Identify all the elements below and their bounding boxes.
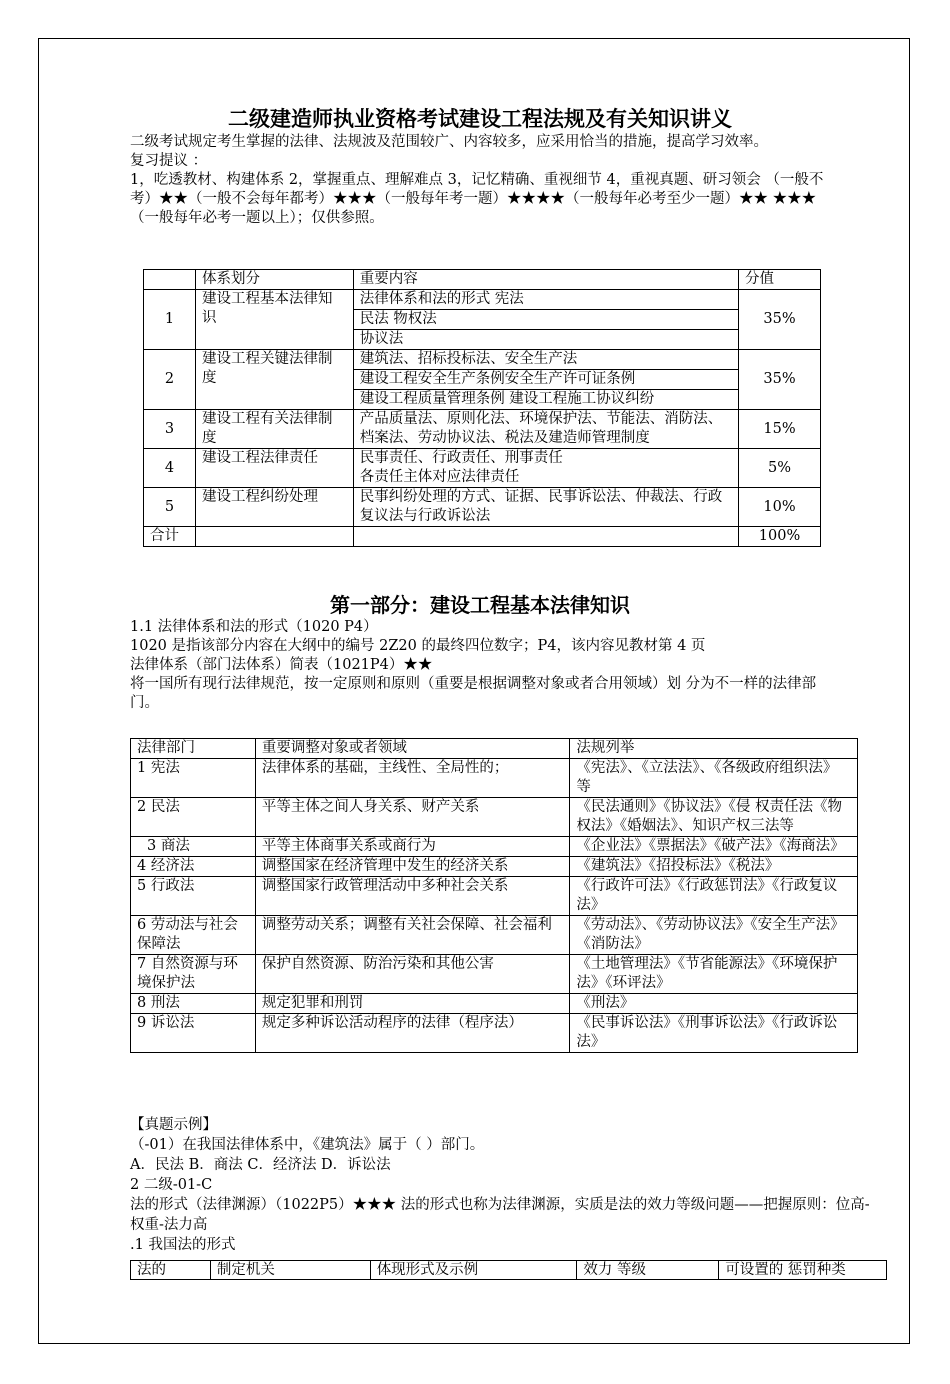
part1-section [130, 592, 830, 713]
table-header-cell: 可设置的 惩罚种类 [719, 1261, 887, 1280]
object-cell: 平等主体商事关系或商行为 [255, 837, 570, 857]
law-form-paragraph: 法的形式（法律渊源）（1022P5）★★★ 法的形式也称为法律渊源，实质是法的效力等级问题——把握原则：位高-权重-法力高 [130, 1197, 870, 1233]
table-header-cell: 效力 等级 [577, 1261, 719, 1280]
exam-answer: 2 二级-01-C [130, 1177, 213, 1193]
total-label: 合计 [144, 527, 196, 547]
table-row [131, 857, 858, 877]
content-item: 各责任主体对应法律责任 [359, 469, 520, 485]
department-cell: 5 行政法 [131, 877, 256, 916]
table-header-row [144, 270, 821, 290]
system-cell: 建设工程纠纷处理 [195, 488, 353, 527]
score-cell: 35% [739, 350, 821, 410]
table-row [144, 488, 821, 527]
table-row [144, 350, 821, 410]
table-header-row [131, 739, 858, 759]
content-item: 法律体系和法的形式 宪法 [354, 290, 738, 310]
score-cell: 5% [739, 449, 821, 488]
table-row [131, 837, 858, 857]
laws-cell: 《建筑法》《招投标法》《税法》 [570, 857, 858, 877]
laws-cell: 《刑法》 [570, 994, 858, 1014]
score-cell: 35% [739, 290, 821, 350]
intro-section [130, 105, 830, 228]
score-cell: 10% [739, 488, 821, 527]
content-cell [353, 449, 738, 488]
content-item: 民法 物权法 [354, 310, 738, 330]
department-cell: 9 诉讼法 [131, 1014, 256, 1053]
row-number: 2 [144, 350, 196, 410]
table-header-row [131, 1261, 887, 1280]
table-row [131, 759, 858, 798]
object-cell: 保护自然资源、防治污染和其他公害 [255, 955, 570, 994]
department-cell: 1 宪法 [131, 759, 256, 798]
law-form-table [130, 1260, 887, 1280]
exam-section [130, 1115, 870, 1255]
content-item: 建设工程安全生产条例安全生产许可证条例 [354, 370, 738, 390]
laws-cell: 《宪法》、《立法法》、《各级政府组织法》等 [570, 759, 858, 798]
row-number: 4 [144, 449, 196, 488]
exam-heading: 【真题示例】 [130, 1117, 217, 1133]
department-cell: 6 劳动法与社会保障法 [131, 916, 256, 955]
row-number: 3 [144, 410, 196, 449]
content-item: 协议法 [359, 331, 404, 347]
part1-heading: 第一部分：建设工程基本法律知识 [330, 593, 630, 617]
table-row [131, 994, 858, 1014]
table-row [144, 290, 821, 350]
intro-paragraph: 二级考试规定考生掌握的法律、法规波及范围较广、内容较多，应采用恰当的措施，提高学习效率。 [130, 134, 768, 150]
table-header-cell [144, 270, 196, 290]
laws-cell: 《民法通则》《协议法》《侵 权责任法《物权法》《婚姻法》、知识产权三法等 [570, 798, 858, 837]
table-header-cell: 重要内容 [353, 270, 738, 290]
part1-line: 1.1 法律体系和法的形式（1020 P4） [130, 619, 378, 635]
laws-cell: 《民事诉讼法》《刑事诉讼法》《行政诉讼法》 [570, 1014, 858, 1053]
exam-options: A．民法 B．商法 C．经济法 D．诉讼法 [130, 1157, 391, 1173]
object-cell: 调整劳动关系；调整有关社会保障、社会福利 [255, 916, 570, 955]
laws-cell: 《行政许可法》《行政惩罚法》《行政复议法》 [570, 877, 858, 916]
table-row [131, 955, 858, 994]
content-cell [353, 350, 738, 410]
table-header-cell: 重要调整对象或者领域 [255, 739, 570, 759]
department-cell: 7 自然资源与环境保护法 [131, 955, 256, 994]
review-heading: 复习提议 ： [130, 153, 208, 169]
review-paragraph: 1，吃透教材、构建体系 2，掌握重点、理解难点 3，记忆精确、重视细节 4，重视真题、研习领会 （一般不考）★★（一般不会每年都考）★★★（一般每年考一题）★★★★（一般每年必考至少一题）★★ ★★★（一般每年必考一题以上）；仅供参照。 [130, 172, 824, 226]
table-row [131, 916, 858, 955]
table-row [131, 798, 858, 837]
laws-cell: 《土地管理法》《节省能源法》《环境保护法》《环评法》 [570, 955, 858, 994]
department-cell: 2 民法 [131, 798, 256, 837]
department-cell: 8 刑法 [131, 994, 256, 1014]
content-item: 建筑法、招标投标法、安全生产法 [354, 350, 738, 370]
object-cell: 平等主体之间人身关系、财产关系 [255, 798, 570, 837]
total-score: 100% [739, 527, 821, 547]
table-header-cell: 法规列举 [570, 739, 858, 759]
table-row [131, 1014, 858, 1053]
department-cell: 3 商法 [131, 837, 256, 857]
content-item: 建设工程质量管理条例 建设工程施工协议纠纷 [359, 391, 655, 407]
laws-cell: 《企业法》《票据法》《破产法》《海商法》 [570, 837, 858, 857]
object-cell: 调整国家在经济管理中发生的经济关系 [255, 857, 570, 877]
content-cell [353, 290, 738, 350]
object-cell: 规定犯罪和刑罚 [255, 994, 570, 1014]
law-department-table [130, 738, 858, 1053]
row-number: 1 [144, 290, 196, 350]
system-score-table [143, 269, 821, 547]
system-cell: 建设工程法律责任 [195, 449, 353, 488]
table-row [144, 410, 821, 449]
content-cell: 产品质量法、原则化法、环境保护法、节能法、消防法、档案法、劳动协议法、税法及建造师管理制度 [353, 410, 738, 449]
row-number: 5 [144, 488, 196, 527]
part1-line: 法律体系（部门法体系）简表（1021P4）★★ [130, 657, 433, 673]
part1-line: 1020 是指该部分内容在大纲中的编号 2Z20 的最终四位数字；P4，该内容见教材第 4 页 [130, 638, 706, 654]
table-header-cell: 制定机关 [210, 1261, 370, 1280]
system-cell: 建设工程有关法律制度 [195, 410, 353, 449]
object-cell: 法律体系的基础，主线性、全局性的； [255, 759, 570, 798]
score-cell: 15% [739, 410, 821, 449]
table-header-cell: 体现形式及示例 [370, 1261, 577, 1280]
content-item: 民事责任、行政责任、刑事责任 [359, 450, 563, 466]
table-header-cell: 分值 [739, 270, 821, 290]
table-row [144, 449, 821, 488]
empty-cell [195, 527, 353, 547]
table-row [131, 877, 858, 916]
part1-line: 将一国所有现行法律规范，按一定原则和原则（重要是根据调整对象或者合用领域）划 分为不一样的法律部门。 [130, 676, 817, 711]
system-cell: 建设工程关键法律制度 [195, 350, 353, 410]
object-cell: 规定多种诉讼活动程序的法律（程序法） [255, 1014, 570, 1053]
table-header-cell: 体系划分 [195, 270, 353, 290]
document-title: 二级建造师执业资格考试建设工程法规及有关知识讲义 [228, 106, 732, 131]
content-cell: 民事纠纷处理的方式、证据、民事诉讼法、仲裁法、行政复议法与行政诉讼法 [353, 488, 738, 527]
system-cell: 建设工程基本法律知识 [195, 290, 353, 350]
law-form-subheading: .1 我国法的形式 [130, 1237, 236, 1253]
empty-cell [353, 527, 738, 547]
table-header-cell: 法律部门 [131, 739, 256, 759]
laws-cell: 《劳动法》、《劳动协议法》《安全生产法》《消防法》 [570, 916, 858, 955]
table-header-cell: 法的 [131, 1261, 211, 1280]
total-row [144, 527, 821, 547]
department-cell: 4 经济法 [131, 857, 256, 877]
exam-question: （-01）在我国法律体系中，《建筑法》属于（ ）部门。 [130, 1137, 485, 1153]
object-cell: 调整国家行政管理活动中多种社会关系 [255, 877, 570, 916]
